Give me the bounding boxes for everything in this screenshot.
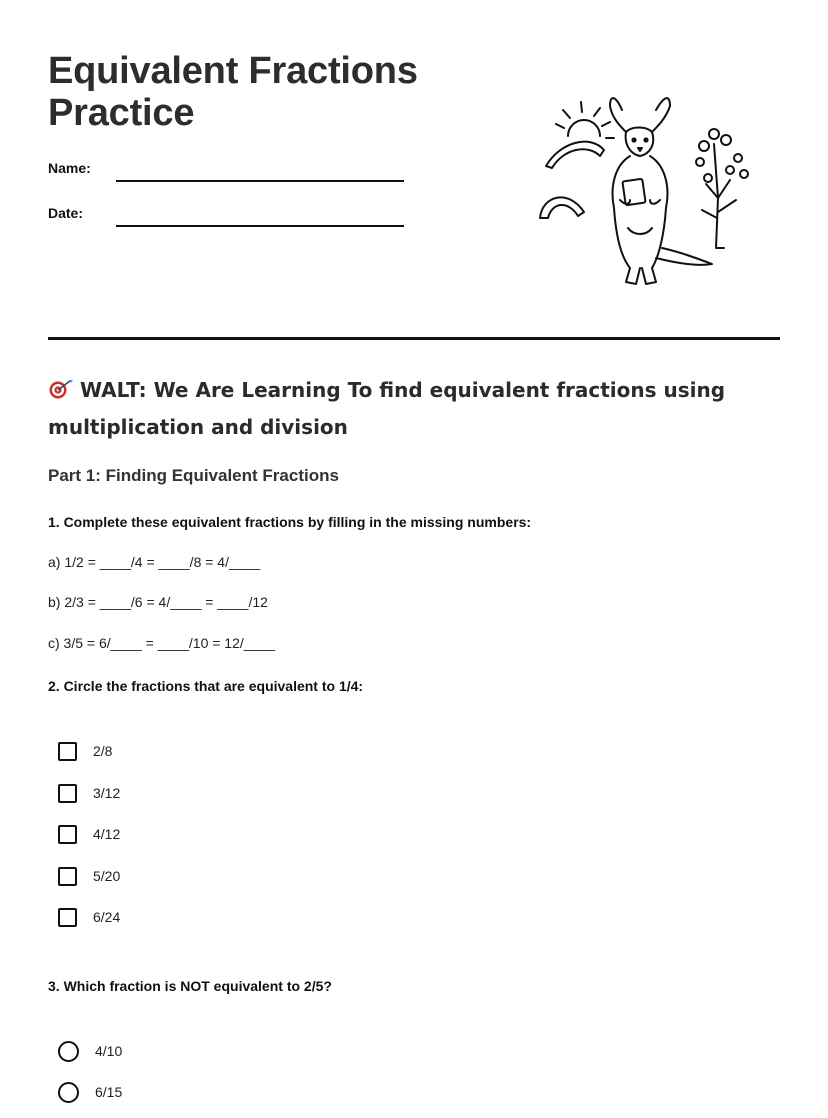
q2-option-1[interactable] (58, 740, 112, 762)
q3-option-1[interactable] (58, 1040, 122, 1062)
kangaroo-icon (610, 98, 712, 284)
checkbox[interactable] (58, 908, 77, 927)
kangaroo-illustration-icon (530, 88, 770, 298)
part-1-heading: Part 1: Finding Equivalent Fractions (48, 466, 339, 485)
target-icon (48, 379, 74, 399)
name-field[interactable] (116, 180, 404, 182)
checkbox[interactable] (58, 825, 77, 844)
walt-heading (48, 372, 748, 446)
sun-icon (556, 102, 614, 138)
question-1c: c) 3/5 = 6/____ = ____/10 = 12/____ (48, 635, 275, 651)
q2-option-5[interactable] (58, 906, 120, 928)
question-3-prompt: 3. Which fraction is NOT equivalent to 2/5? (48, 978, 332, 994)
boomerang-icon (540, 142, 604, 218)
option-label: 5/20 (93, 868, 121, 884)
name-label: Name: (48, 160, 91, 176)
option-label: 2/8 (93, 743, 113, 759)
title-line-1: Equivalent Fractions (48, 50, 418, 92)
checkbox[interactable] (58, 867, 77, 886)
question-1a: a) 1/2 = ____/4 = ____/8 = 4/____ (48, 554, 261, 570)
q2-option-3[interactable] (58, 823, 120, 845)
q2-option-2[interactable] (58, 782, 120, 804)
radio-button[interactable] (58, 1082, 79, 1103)
section-divider (48, 337, 780, 340)
option-label: 6/15 (95, 1084, 123, 1100)
q2-option-4[interactable] (58, 865, 120, 887)
page-title (48, 50, 418, 134)
date-label: Date: (48, 205, 84, 221)
radio-button[interactable] (58, 1041, 79, 1062)
option-label: 4/10 (95, 1043, 123, 1059)
date-field[interactable] (116, 225, 404, 227)
walt-text: WALT: We Are Learning To find equivalent fractions using multiplication and division (48, 378, 726, 439)
option-label: 3/12 (93, 785, 121, 801)
q3-option-2[interactable] (58, 1081, 122, 1103)
checkbox[interactable] (58, 784, 77, 803)
option-label: 4/12 (93, 826, 121, 842)
checkbox[interactable] (58, 742, 77, 761)
title-line-2: Practice (48, 92, 195, 134)
tree-icon (696, 129, 748, 248)
option-label: 6/24 (93, 909, 121, 925)
question-1-prompt: 1. Complete these equivalent fractions by filling in the missing numbers: (48, 514, 532, 530)
question-2-prompt: 2. Circle the fractions that are equivalent to 1/4: (48, 678, 364, 694)
question-1b: b) 2/3 = ____/6 = 4/____ = ____/12 (48, 594, 268, 610)
